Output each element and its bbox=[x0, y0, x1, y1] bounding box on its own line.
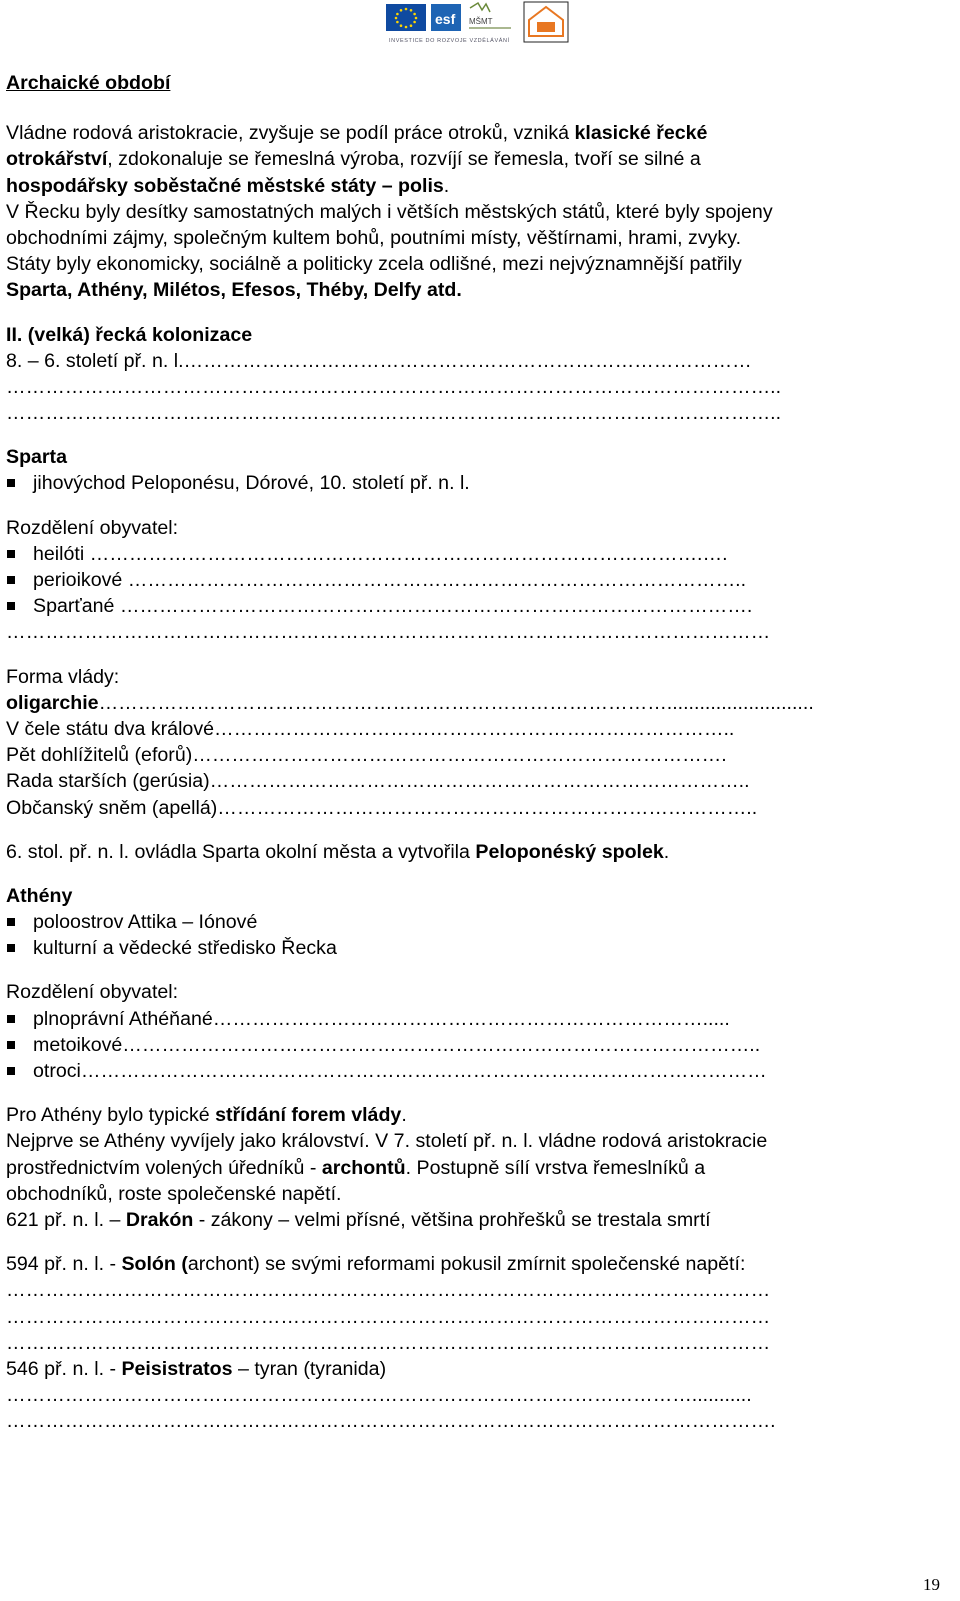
intro-line-6: Státy byly ekonomicky, sociálně a politicky zcela odlišné, mezi nejvýznamnější patřily bbox=[6, 253, 742, 276]
sparta-pop-spartane: Sparťané ……………………………………………………………………………………. bbox=[6, 593, 956, 619]
document-body bbox=[6, 70, 956, 1434]
athens-bullet: kulturní a vědecké středisko Řecka bbox=[6, 935, 956, 961]
msmt-logo bbox=[466, 2, 514, 32]
peisistratos-name: Peisistratos bbox=[121, 1357, 233, 1380]
sparta-gov-gerousia: Rada starších (gerúsia)……………………………………………………………………….. bbox=[6, 770, 750, 793]
conclusion-text: 6. stol. př. n. l. ovládla Sparta okolní města a vytvořila bbox=[6, 840, 476, 863]
drakon-date: 621 př. n. l. – bbox=[6, 1208, 126, 1231]
sparta-population-label: Rozdělení obyvatel: bbox=[6, 516, 179, 539]
solon-text: archont) se svými reformami pokusil zmírnit společenské napětí: bbox=[187, 1253, 746, 1276]
slogan-text: INVESTICE DO ROZVOJE VZDĚLÁVÁNÍ bbox=[389, 38, 510, 44]
sparta-pop-perioikove: perioikové ………………………………………………………………………………….. bbox=[6, 567, 956, 593]
rule-text: Pro Athény bylo typické bbox=[6, 1104, 216, 1127]
solon-fill-line: ……………………………………………………………………………………………………… bbox=[6, 1279, 771, 1302]
athens-population-label: Rozdělení obyvatel: bbox=[6, 981, 179, 1004]
svg-text:esf: esf bbox=[435, 11, 456, 27]
athens-rule-line bbox=[6, 1102, 956, 1128]
peisistratos-fill-line: ………………………………………………………………………………………………………. bbox=[6, 1410, 776, 1433]
intro-line-2 bbox=[6, 146, 956, 172]
solon-fill-line: ……………………………………………………………………………………………………… bbox=[6, 1331, 771, 1354]
paragraph-bold: archontů bbox=[321, 1156, 406, 1179]
intro-line-7: Sparta, Athény, Milétos, Efesos, Théby, Delfy atd. bbox=[6, 279, 462, 302]
fill-dots: ……………………………………………………………………………........................... bbox=[98, 691, 814, 714]
sparta-gov-apella: Občanský sněm (apellá)……………………………………………………………………….. bbox=[6, 796, 758, 819]
sparta-oligarchy-line bbox=[6, 690, 956, 716]
athens-bullet: poloostrov Attika – Iónové bbox=[6, 909, 956, 935]
paragraph-text: . Postupně sílí vrstva řemeslníků a bbox=[405, 1156, 706, 1179]
athens-pop-metics: metoikové…………………………………………………………………………………….. bbox=[6, 1032, 956, 1058]
intro-text: Vládne rodová aristokracie, zvyšuje se podíl práce otroků, vzniká bbox=[6, 122, 575, 145]
peisistratos-line bbox=[6, 1356, 956, 1382]
drakon-line bbox=[6, 1207, 956, 1233]
peisistratos-date: 546 př. n. l. - bbox=[6, 1357, 122, 1380]
conclusion-bold: Peloponéský spolek bbox=[475, 840, 664, 863]
peisistratos-fill-line: ……………………………………………………………………………………………........... bbox=[6, 1384, 752, 1407]
rule-text: . bbox=[401, 1104, 407, 1127]
intro-line-3 bbox=[6, 173, 956, 199]
sparta-government-label: Forma vlády: bbox=[6, 665, 120, 688]
colonization-heading: II. (velká) řecká kolonizace bbox=[6, 323, 253, 346]
intro-text: , zdokonaluje se řemeslná výroba, rozvíjí se řemesla, tvoří se silné a bbox=[107, 148, 701, 171]
sparta-pop-heiloti: heilóti ………………………………………………………………………………….…. bbox=[6, 541, 956, 567]
conclusion-text: . bbox=[663, 840, 670, 863]
athens-paragraph-line-3: obchodníků, roste společenské napětí. bbox=[6, 1182, 342, 1205]
solon-line bbox=[6, 1251, 956, 1277]
intro-line-1 bbox=[6, 120, 956, 146]
athens-heading: Athény bbox=[6, 884, 73, 907]
intro-line-5: obchodními zájmy, společným kultem bohů, poutními místy, věštírnami, hrami, zvyky. bbox=[6, 226, 742, 249]
drakon-name: Drakón bbox=[125, 1208, 194, 1231]
sparta-gov-ephors: Pět dohlížitelů (eforů)………………………………………………………………………. bbox=[6, 744, 727, 767]
drakon-text: - zákony – velmi přísné, většina prohřešků se trestala smrtí bbox=[193, 1208, 711, 1231]
sparta-bullet: jihovýchod Peloponésu, Dórové, 10. století př. n. l. bbox=[6, 470, 956, 496]
intro-bold: klasické řecké bbox=[574, 122, 708, 145]
colonization-line-1: 8. – 6. století př. n. l.…………………………………………………………………………… bbox=[6, 349, 752, 372]
op-vk-logo bbox=[524, 2, 568, 42]
esf-logo bbox=[431, 4, 461, 31]
athens-paragraph-line-1: Nejprve se Athény vyvíjely jako království. V 7. století př. n. l. vládne rodová aristokracie bbox=[6, 1130, 768, 1153]
rule-bold: střídání forem vlády bbox=[215, 1104, 402, 1127]
oligarchy-label: oligarchie bbox=[6, 691, 99, 714]
peisistratos-text: – tyran (tyranida) bbox=[232, 1357, 387, 1380]
eu-flag-logo bbox=[386, 4, 426, 31]
sparta-conclusion bbox=[6, 839, 956, 865]
svg-text:MŠMT: MŠMT bbox=[469, 17, 493, 26]
intro-bold: hospodářsky soběstačné městské státy – polis bbox=[6, 174, 444, 197]
intro-bold: otrokářství bbox=[6, 148, 108, 171]
sparta-gov-kings: V čele státu dva králové…………………………………………………………………….. bbox=[6, 717, 735, 740]
logo-strip bbox=[386, 0, 580, 48]
page-number: 19 bbox=[923, 1575, 940, 1594]
colonization-fill-line: ……………………………………………………………………………………………………….. bbox=[6, 375, 782, 398]
paragraph-text: prostřednictvím volených úředníků - bbox=[6, 1156, 322, 1179]
sparta-fill-line: ……………………………………………………………………………………………………… bbox=[6, 621, 771, 644]
athens-pop-slaves: otroci…………………………………………………………………………………………… bbox=[6, 1058, 956, 1084]
athens-pop-citizens: plnoprávní Athéňané…………………………………………………………………..... bbox=[6, 1006, 956, 1032]
sparta-heading: Sparta bbox=[6, 446, 67, 469]
solon-fill-line: ……………………………………………………………………………………………………… bbox=[6, 1305, 771, 1328]
intro-line-4: V Řecku byly desítky samostatných malých i větších městských států, které byly spojeny bbox=[6, 200, 773, 223]
colonization-fill-line: ……………………………………………………………………………………………………….. bbox=[6, 402, 782, 425]
solon-name: Solón ( bbox=[121, 1253, 188, 1276]
athens-paragraph-line-2 bbox=[6, 1155, 956, 1181]
intro-text: . bbox=[443, 174, 450, 197]
section-title: Archaické období bbox=[6, 72, 171, 94]
solon-date: 594 př. n. l. - bbox=[6, 1253, 122, 1276]
